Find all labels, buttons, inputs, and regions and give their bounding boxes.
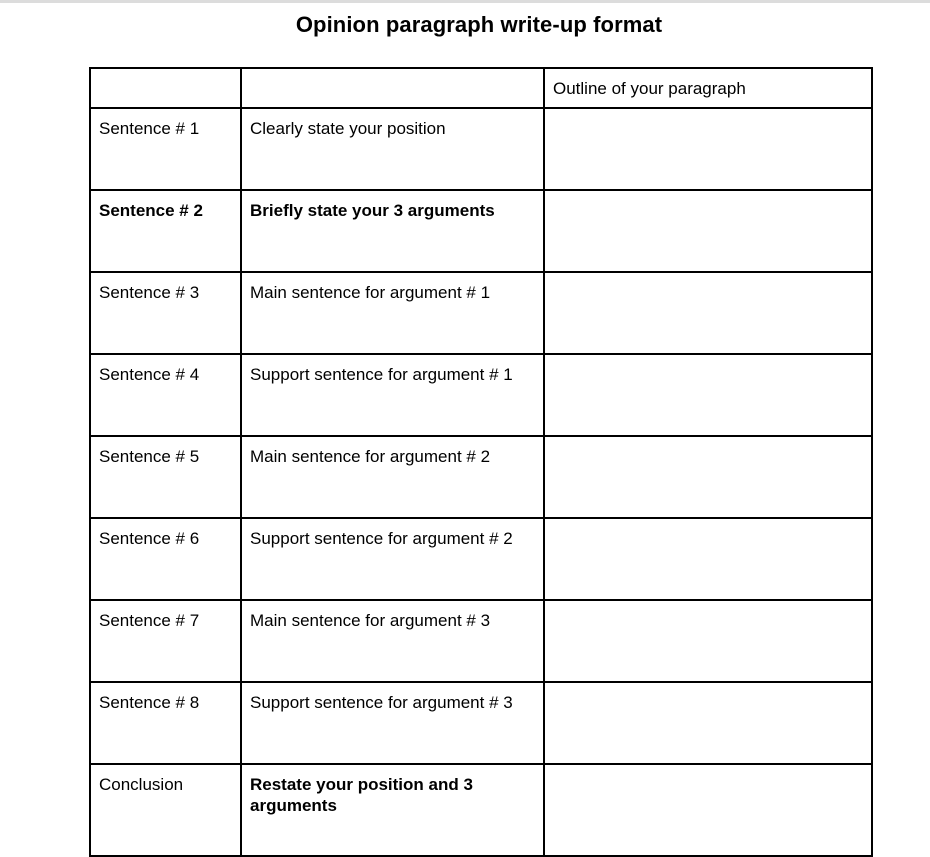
- row-instruction-cell: Restate your position and 3 arguments: [241, 764, 544, 856]
- row-outline-cell[interactable]: [544, 108, 872, 190]
- row-outline-cell[interactable]: [544, 682, 872, 764]
- top-divider: [0, 0, 930, 3]
- table-header-row: [90, 68, 872, 108]
- row-label-cell: Sentence # 6: [90, 518, 241, 600]
- header-cell-label: [90, 68, 241, 108]
- row-label-cell: Sentence # 8: [90, 682, 241, 764]
- row-instruction-cell: Support sentence for argument # 2: [241, 518, 544, 600]
- row-instruction-cell: Support sentence for argument # 3: [241, 682, 544, 764]
- row-outline-cell[interactable]: [544, 764, 872, 856]
- row-label-cell: Sentence # 1: [90, 108, 241, 190]
- row-label-cell: Sentence # 4: [90, 354, 241, 436]
- row-outline-cell[interactable]: [544, 600, 872, 682]
- row-instruction-cell: Support sentence for argument # 1: [241, 354, 544, 436]
- table-row: [90, 272, 872, 354]
- table-row: [90, 436, 872, 518]
- table-row: [90, 354, 872, 436]
- row-label-cell: Sentence # 5: [90, 436, 241, 518]
- row-instruction-cell: Main sentence for argument # 2: [241, 436, 544, 518]
- header-cell-outline: [544, 68, 872, 108]
- row-instruction-cell: Main sentence for argument # 1: [241, 272, 544, 354]
- header-cell-instruction: [241, 68, 544, 108]
- table-row: [90, 108, 872, 190]
- outline-column-header: Outline of your paragraph: [553, 79, 746, 98]
- paragraph-outline-table: [89, 67, 873, 857]
- row-outline-cell[interactable]: [544, 518, 872, 600]
- row-instruction-cell: Main sentence for argument # 3: [241, 600, 544, 682]
- row-outline-cell[interactable]: [544, 436, 872, 518]
- row-outline-cell[interactable]: [544, 190, 872, 272]
- row-label-cell: Sentence # 2: [90, 190, 241, 272]
- table-row: [90, 600, 872, 682]
- row-outline-cell[interactable]: [544, 354, 872, 436]
- page-title: Opinion paragraph write-up format: [295, 12, 663, 37]
- table-row: [90, 518, 872, 600]
- row-outline-cell[interactable]: [544, 272, 872, 354]
- row-instruction-cell: Clearly state your position: [241, 108, 544, 190]
- table-row: [90, 764, 872, 856]
- table-row: [90, 190, 872, 272]
- row-label-cell: Conclusion: [90, 764, 241, 856]
- table-row: [90, 682, 872, 764]
- row-instruction-cell: Briefly state your 3 arguments: [241, 190, 544, 272]
- row-label-cell: Sentence # 7: [90, 600, 241, 682]
- row-label-cell: Sentence # 3: [90, 272, 241, 354]
